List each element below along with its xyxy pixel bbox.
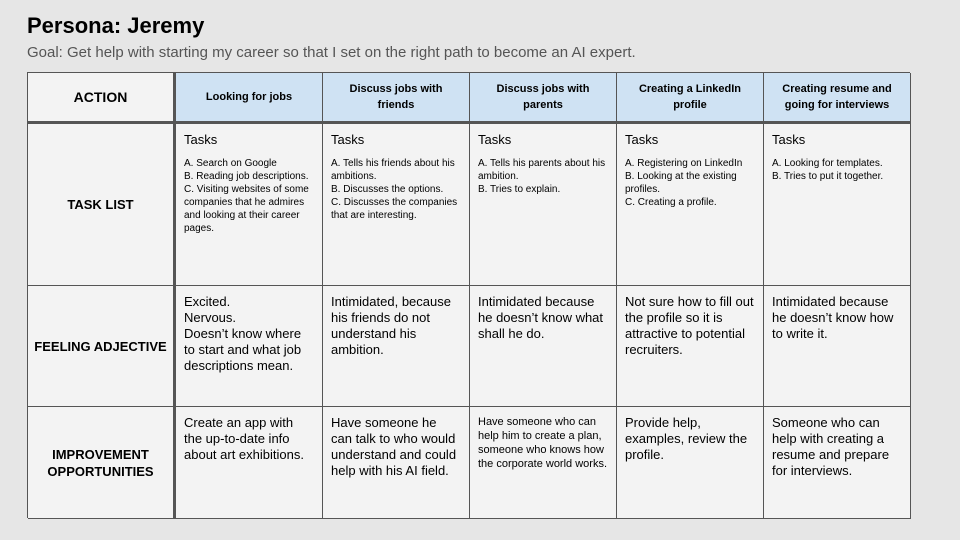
feeling-text: Intimidated, because his friends do not understand his ambition.	[331, 294, 451, 357]
feeling-text: Not sure how to fill out the profile so it is attractive to potential recruiters.	[625, 294, 754, 357]
improvement-cell: Create an app with the up-to-date info about art exhibitions.	[176, 407, 323, 519]
improvement-cell: Have someone who can help him to create a plan, someone who knows how the corporate world works.	[470, 407, 617, 519]
feeling-text: Nervous.	[184, 310, 237, 325]
tasks-label: Tasks	[331, 132, 365, 147]
improvement-cell: Have someone he can talk to who would understand and could help with his AI field.	[323, 407, 470, 519]
feeling-text: Excited.	[184, 294, 231, 309]
tasks-label: Tasks	[184, 132, 218, 147]
task-item: C. Creating a profile.	[625, 197, 717, 208]
column-header: Discuss jobs with friends	[323, 73, 470, 124]
column-header: Looking for jobs	[176, 73, 323, 124]
improvement-cell: Someone who can help with creating a resume and prepare for interviews.	[764, 407, 911, 519]
page-title: Persona: Jeremy	[27, 13, 205, 38]
task-item: A. Search on Google	[184, 158, 277, 169]
tasks-label: Tasks	[478, 132, 512, 147]
tasks-label: Tasks	[625, 132, 659, 147]
column-header: Discuss jobs with parents	[470, 73, 617, 124]
feeling-cell	[323, 286, 470, 407]
task-cell	[470, 124, 617, 286]
task-item: A. Registering on LinkedIn	[625, 158, 743, 169]
column-header: Creating a LinkedIn profile	[617, 73, 764, 124]
feeling-cell	[176, 286, 323, 407]
feeling-text: Doesn’t know where to start and what job descriptions mean.	[184, 326, 302, 373]
task-cell	[323, 124, 470, 286]
row-label-feeling: FEELING ADJECTIVE	[28, 286, 176, 407]
task-item: C. Discusses the companies that are interesting.	[331, 197, 458, 221]
improvement-cell: Provide help, examples, review the profile.	[617, 407, 764, 519]
feeling-cell	[764, 286, 911, 407]
task-item: A. Tells his parents about his ambition.	[478, 158, 606, 182]
task-cell	[617, 124, 764, 286]
task-item: B. Tries to put it together.	[772, 171, 884, 182]
task-cell	[764, 124, 911, 286]
row-label-improvement: IMPROVEMENT OPPORTUNITIES	[28, 407, 176, 519]
task-item: B. Tries to explain.	[478, 184, 561, 195]
task-item: B. Looking at the existing profiles.	[625, 171, 737, 195]
action-header: ACTION	[28, 73, 176, 124]
tasks-label: Tasks	[772, 132, 806, 147]
column-header: Creating resume and going for interviews	[764, 73, 911, 124]
task-item: B. Discusses the options.	[331, 184, 444, 195]
task-item: A. Tells his friends about his ambitions.	[331, 158, 455, 182]
feeling-text: Intimidated because he doesn’t know what shall he do.	[478, 294, 604, 341]
row-label-task-list: TASK LIST	[28, 124, 176, 286]
feeling-text: Intimidated because he doesn’t know how to write it.	[772, 294, 894, 341]
feeling-cell	[617, 286, 764, 407]
journey-map-table	[27, 72, 910, 518]
feeling-cell	[470, 286, 617, 407]
task-item: B. Reading job descriptions.	[184, 171, 309, 182]
task-item: C. Visiting websites of some companies that he admires and looking at their career pages.	[184, 184, 309, 234]
task-item: A. Looking for templates.	[772, 158, 883, 169]
task-cell	[176, 124, 323, 286]
goal-statement: Goal: Get help with starting my career so that I set on the right path to become an AI expert.	[27, 44, 636, 61]
